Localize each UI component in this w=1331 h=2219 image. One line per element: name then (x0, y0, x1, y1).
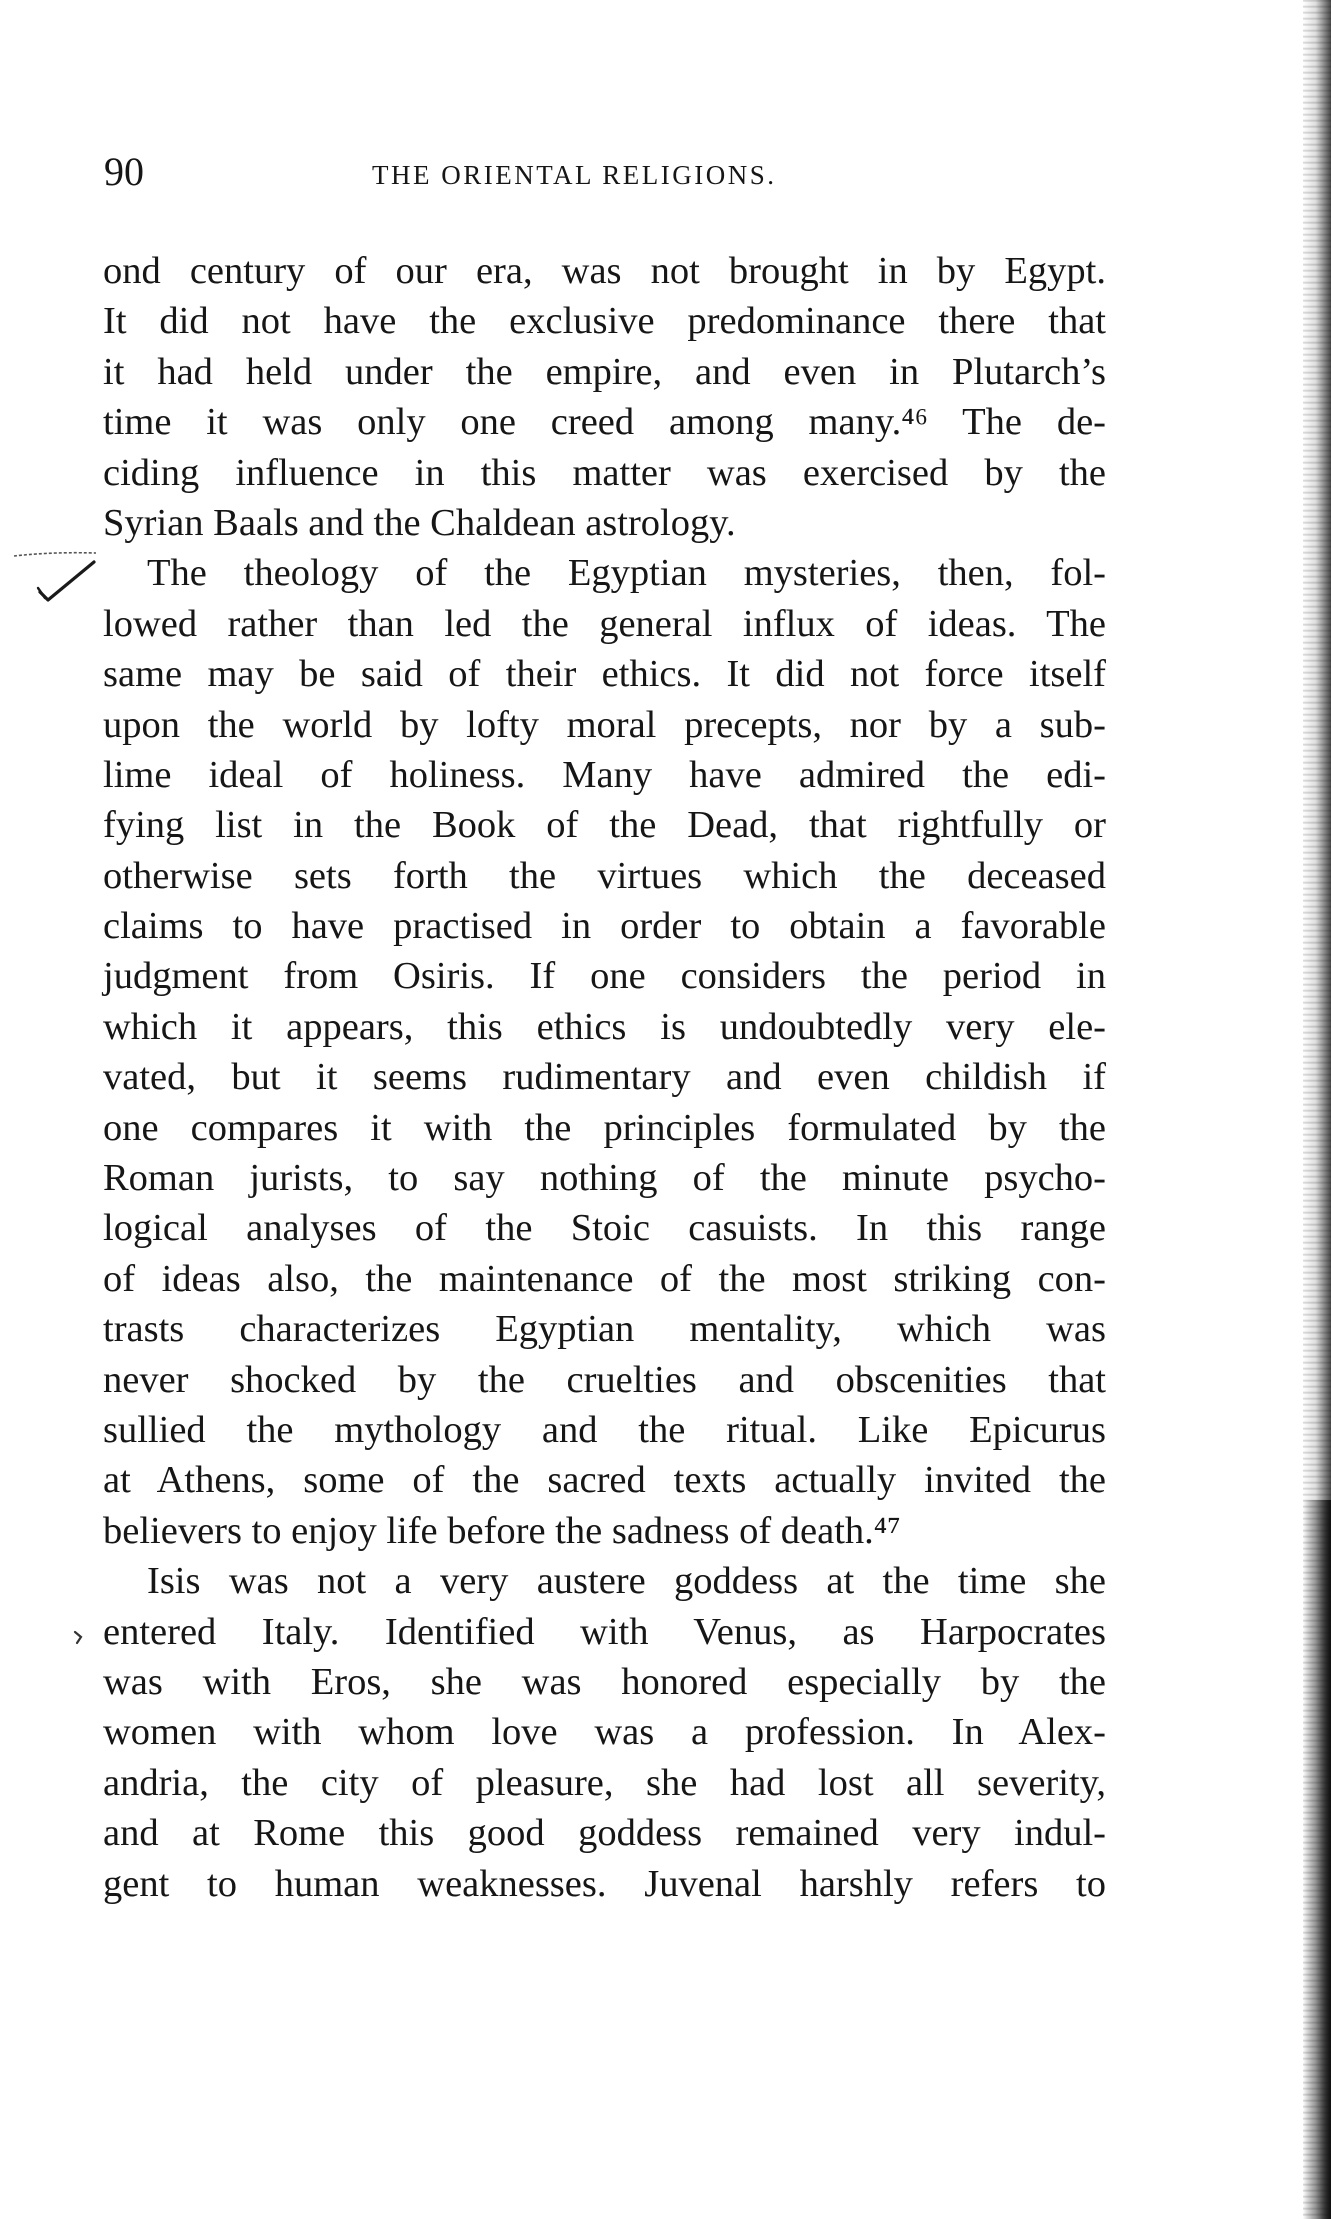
text-line: vated, but it seems rudimentary and even childish if (103, 1056, 1106, 1099)
text-line: entered Italy. Identified with Venus, as Harpocrates (103, 1610, 1106, 1653)
text-line: time it was only one creed among many.⁴⁶ The de- (103, 401, 1106, 444)
scanned-page-edge (1303, 0, 1331, 2219)
text-line: and at Rome this good goddess remained very indul- (103, 1812, 1106, 1855)
text-line: logical analyses of the Stoic casuists. In this range (103, 1207, 1106, 1250)
body-text (103, 246, 1106, 1909)
text-line: trasts characterizes Egyptian mentality, which was (103, 1308, 1106, 1351)
text-line: The theology of the Egyptian mysteries, then, fol- (147, 552, 1106, 595)
page-number: 90 (104, 149, 144, 194)
text-line: Roman jurists, to say nothing of the minute psycho- (103, 1157, 1106, 1200)
text-line: otherwise sets forth the virtues which the deceased (103, 854, 1106, 897)
text-line: believers to enjoy life before the sadness of death.⁴⁷ (103, 1509, 901, 1552)
text-line: it had held under the empire, and even in Plutarch’s (103, 350, 1106, 393)
text-line: andria, the city of pleasure, she had lost all severity, (103, 1761, 1106, 1804)
text-line: of ideas also, the maintenance of the most striking con- (103, 1257, 1106, 1300)
text-line: lowed rather than led the general influx of ideas. The (103, 602, 1106, 645)
text-line: Isis was not a very austere goddess at the time she (147, 1560, 1106, 1603)
text-line: one compares it with the principles formulated by the (103, 1106, 1106, 1149)
text-line: sullied the mythology and the ritual. Like Epicurus (103, 1408, 1106, 1451)
text-line: same may be said of their ethics. It did not force itself (103, 653, 1106, 696)
text-line: ciding influence in this matter was exercised by the (103, 451, 1106, 494)
text-line: was with Eros, she was honored especially by the (103, 1660, 1106, 1703)
text-line: which it appears, this ethics is undoubtedly very ele- (103, 1005, 1106, 1048)
text-line: judgment from Osiris. If one considers the period in (103, 955, 1106, 998)
text-line: never shocked by the cruelties and obscenities that (103, 1358, 1106, 1401)
text-line: fying list in the Book of the Dead, that rightfully or (103, 804, 1106, 847)
text-line: claims to have practised in order to obtain a favorable (103, 905, 1106, 948)
text-line: It did not have the exclusive predominance there that (103, 300, 1106, 343)
text-line: upon the world by lofty moral precepts, nor by a sub- (103, 703, 1106, 746)
text-line: at Athens, some of the sacred texts actually invited the (103, 1459, 1106, 1502)
margin-ink-mark-icon (72, 1628, 86, 1646)
text-line: Syrian Baals and the Chaldean astrology. (103, 501, 736, 544)
text-line: women with whom love was a profession. In Alex- (103, 1711, 1106, 1754)
text-line: lime ideal of holiness. Many have admired the edi- (103, 753, 1106, 796)
pencil-check-mark-icon (12, 548, 102, 604)
running-head (104, 148, 1104, 198)
text-line: gent to human weaknesses. Juvenal harshly refers to (103, 1862, 1106, 1905)
running-title: THE ORIENTAL RELIGIONS. (372, 160, 777, 190)
text-line: ond century of our era, was not brought in by Egypt. (103, 250, 1106, 292)
